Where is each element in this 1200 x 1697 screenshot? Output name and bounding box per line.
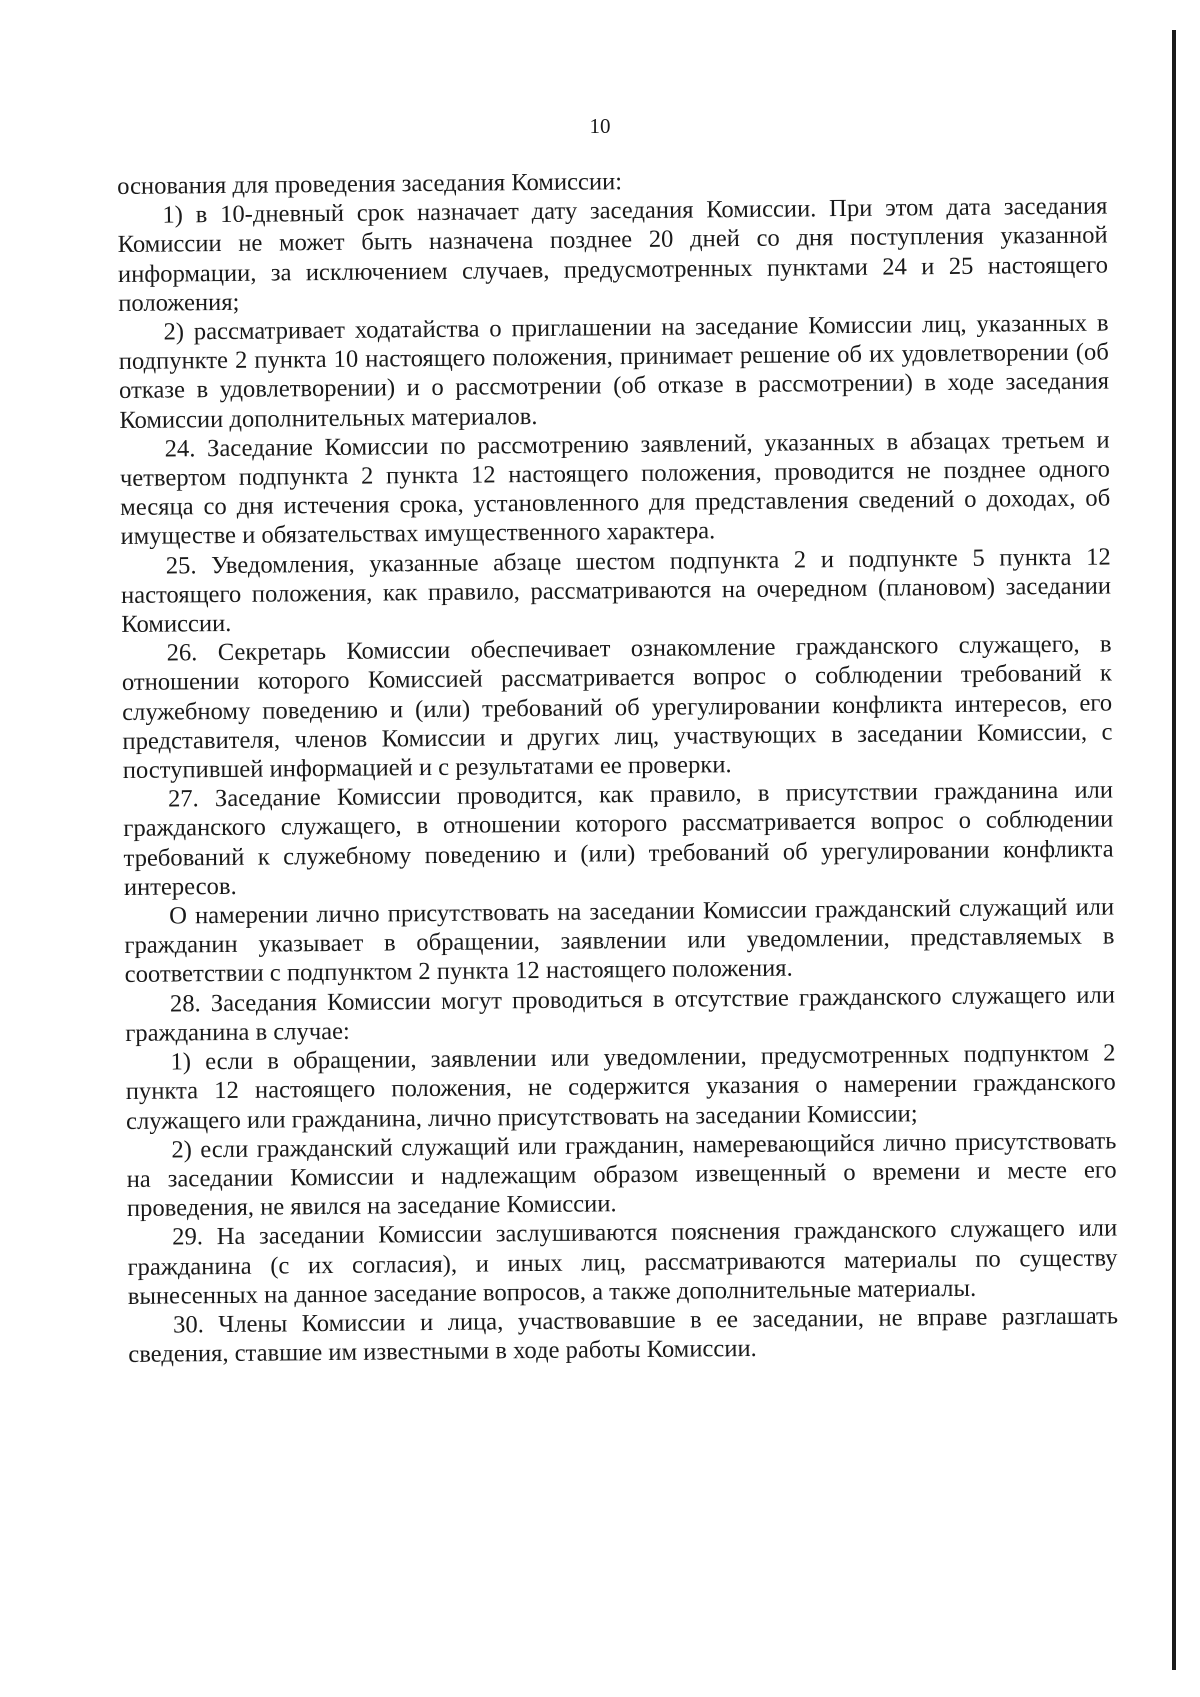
paragraph-25: 25. Уведомления, указанные абзаце шестом подпункта 2 и подпункте 5 пункта 12 настоящего положения, как правило, рассматриваются на очередном (плановом) заседании Комиссии. <box>120 543 1112 639</box>
paragraph-item-2: 2) рассматривает ходатайства о приглашении на заседание Комиссии лиц, указанных в подпункте 2 пункта 10 настоящего положения, принимает решение об их удовлетворении (об отказе в удовлетворении) и о рассмотрении (об отказе в рассмотрении) в ходе заседания Комиссии дополнительных материалов. <box>118 309 1110 434</box>
paragraph-30: 30. Члены Комиссии и лица, участвовавшие в ее заседании, не вправе разглашать сведения, ставшие им известными в ходе работы Комиссии. <box>128 1302 1119 1369</box>
paragraph-29: 29. На заседании Комиссии заслушиваются пояснения гражданского служащего или гражданина (с их согласия), и иных лиц, рассматриваются материалы по существу вынесенных на данное заседание вопросов, а также дополнительные материалы. <box>127 1214 1118 1310</box>
paragraph-28-item-1: 1) если в обращении, заявлении или уведомлении, предусмотренных подпунктом 2 пункта 12 настоящего положения, не содержится указания о намерении гражданского служащего или гражданина, лично присутствовать на заседании Комиссии; <box>125 1039 1116 1135</box>
paragraph-27-intent: О намерении лично присутствовать на заседании Комиссии гражданский служащий или гражданин указывает в обращении, заявлении или уведомлении, представляемых в соответствии с подпунктом 2 пункта 12 настоящего положения. <box>124 893 1115 989</box>
paragraph-26: 26. Секретарь Комиссии обеспечивает ознакомление гражданского служащего, в отношении которого Комиссией рассматривается вопрос о соблюдении требований к служебному поведению и (или) требований об урегулировании конфликта интересов, его представителя, членов Комиссии и других лиц, участвующих в заседании Комиссии, с поступившей информацией и с результатами ее проверки. <box>121 630 1113 785</box>
paragraph-24: 24. Заседание Комиссии по рассмотрению заявлений, указанных в абзацах третьем и четвертом подпункта 2 пункта 12 настоящего положения, проводится не позднее одного месяца со дня истечения срока, установленного для представления сведений о доходах, об имуществе и обязательствах имущественного характера. <box>119 426 1111 551</box>
paragraph-27: 27. Заседание Комиссии проводится, как правило, в присутствии гражданина или гражданского служащего, в отношении которого рассматривается вопрос о соблюдении требований к служебному поведению и (или) требований об урегулировании конфликта интересов. <box>123 776 1114 901</box>
page-number: 10 <box>589 114 611 138</box>
document-body <box>117 162 1118 1369</box>
paragraph-item-1: 1) в 10-дневный срок назначает дату заседания Комиссии. При этом дата заседания Комиссии не может быть назначена позднее 20 дней со дня поступления указанной информации, за исключением случаев, предусмотренных пунктами 24 и 25 настоящего положения; <box>117 192 1109 317</box>
paragraph-28: 28. Заседания Комиссии могут проводиться в отсутствие гражданского служащего или гражданина в случае: <box>125 981 1116 1047</box>
paragraph-28-item-2: 2) если гражданский служащий или гражданин, намеревающийся лично присутствовать на заседании Комиссии и надлежащим образом извещенный о времени и месте его проведения, не явился на заседание Комиссии. <box>126 1127 1117 1223</box>
scan-border-line <box>1172 30 1176 1670</box>
paragraph-continuation: основания для проведения заседания Комиссии: <box>117 168 623 200</box>
